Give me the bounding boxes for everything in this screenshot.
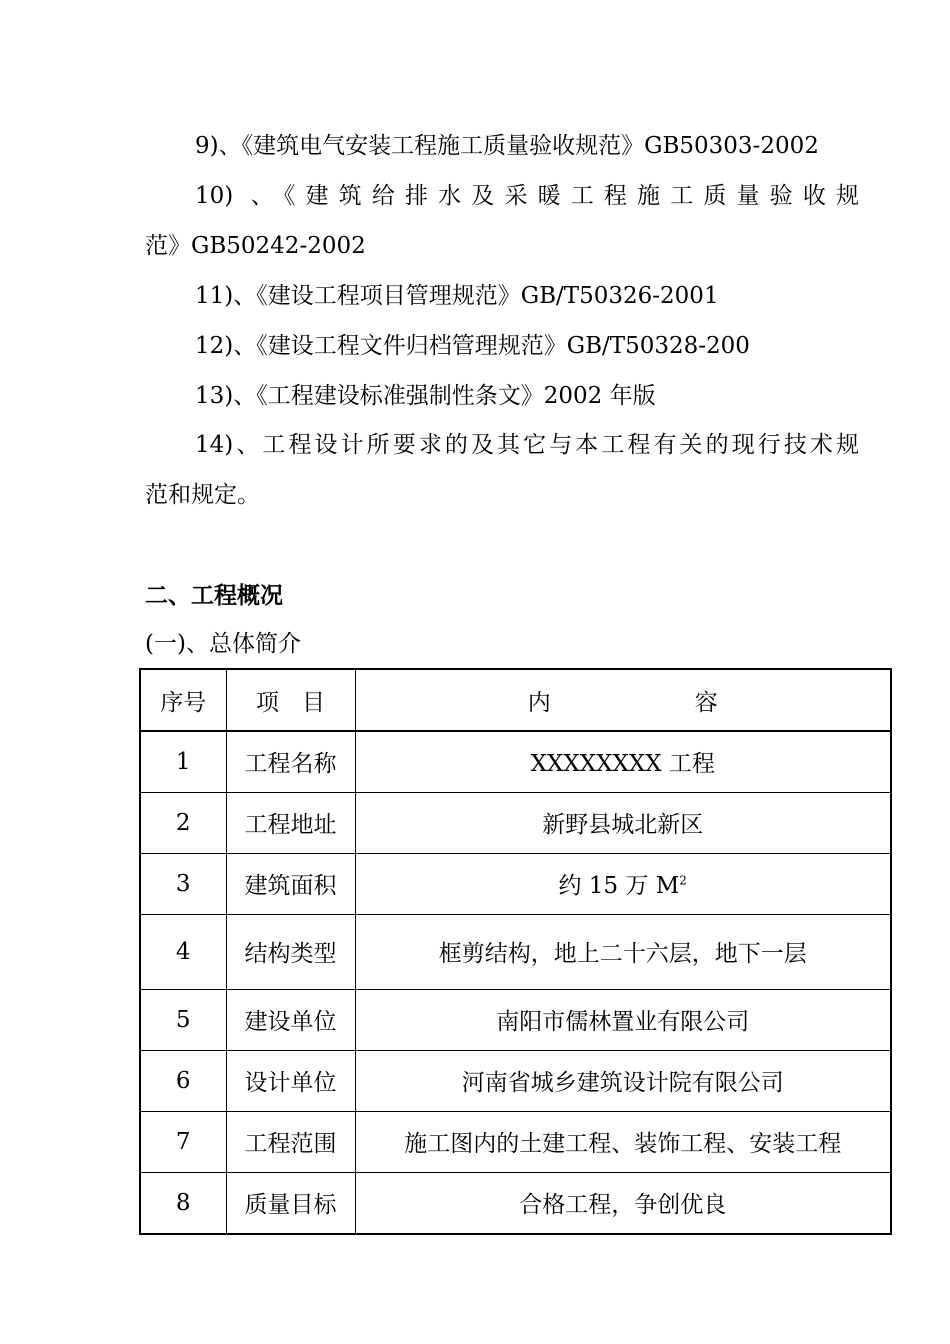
table-row xyxy=(140,1172,891,1234)
row-content: 南阳市儒林置业有限公司 xyxy=(355,989,891,1050)
header-content xyxy=(355,669,891,731)
row-item: 建筑面积 xyxy=(226,853,355,914)
row-item: 结构类型 xyxy=(226,914,355,989)
table-row xyxy=(140,989,891,1050)
reference-item-12: 12)、《建设工程文件归档管理规范》GB/T50328-200 xyxy=(195,333,750,359)
reference-item-9: 9)、《建筑电气安装工程施工质量验收规范》GB50303-2002 xyxy=(195,133,819,159)
row-content: XXXXXXXX 工程 xyxy=(355,731,891,792)
reference-item-14-line1: 14)、工程设计所要求的及其它与本工程有关的现行技术规 xyxy=(195,432,859,458)
row-item: 质量目标 xyxy=(226,1172,355,1234)
table-row xyxy=(140,792,891,853)
section-title: 二、工程概况 xyxy=(145,583,283,609)
row-content: 框剪结构，地上二十六层，地下一层 xyxy=(355,914,891,989)
row-index: 3 xyxy=(140,853,226,914)
table-row xyxy=(140,731,891,792)
header-index: 序号 xyxy=(140,669,226,731)
row-item: 工程地址 xyxy=(226,792,355,853)
overview-table xyxy=(139,668,892,1235)
row-content: 河南省城乡建筑设计院有限公司 xyxy=(355,1050,891,1111)
row-index: 4 xyxy=(140,914,226,989)
header-content-label: 内容 xyxy=(527,689,718,716)
row-index: 1 xyxy=(140,731,226,792)
header-item: 项 目 xyxy=(226,669,355,731)
superscript: 2 xyxy=(679,873,687,888)
subsection-title: (一)、总体简介 xyxy=(145,631,301,657)
table-row xyxy=(140,853,891,914)
reference-item-10-line2: 范》GB50242-2002 xyxy=(145,233,366,259)
row-item: 建设单位 xyxy=(226,989,355,1050)
row-content xyxy=(355,853,891,914)
row-index: 7 xyxy=(140,1111,226,1172)
row-content-text: 约 15 万 M xyxy=(558,873,680,899)
table-row xyxy=(140,1111,891,1172)
reference-item-13: 13)、《工程建设标准强制性条文》2002 年版 xyxy=(195,383,656,409)
row-item: 工程名称 xyxy=(226,731,355,792)
row-index: 2 xyxy=(140,792,226,853)
reference-item-14-line2: 范和规定。 xyxy=(145,482,260,508)
row-content: 新野县城北新区 xyxy=(355,792,891,853)
reference-item-11: 11)、《建设工程项目管理规范》GB/T50326-2001 xyxy=(195,283,719,309)
row-index: 5 xyxy=(140,989,226,1050)
row-index: 6 xyxy=(140,1050,226,1111)
table-row xyxy=(140,1050,891,1111)
row-content: 合格工程，争创优良 xyxy=(355,1172,891,1234)
row-content: 施工图内的土建工程、装饰工程、安装工程 xyxy=(355,1111,891,1172)
row-index: 8 xyxy=(140,1172,226,1234)
table-row xyxy=(140,914,891,989)
reference-item-10-line1: 10) 、《建筑给排水及采暖工程施工质量验收规 xyxy=(195,183,859,209)
row-item: 工程范围 xyxy=(226,1111,355,1172)
table-header-row xyxy=(140,669,891,731)
row-item: 设计单位 xyxy=(226,1050,355,1111)
